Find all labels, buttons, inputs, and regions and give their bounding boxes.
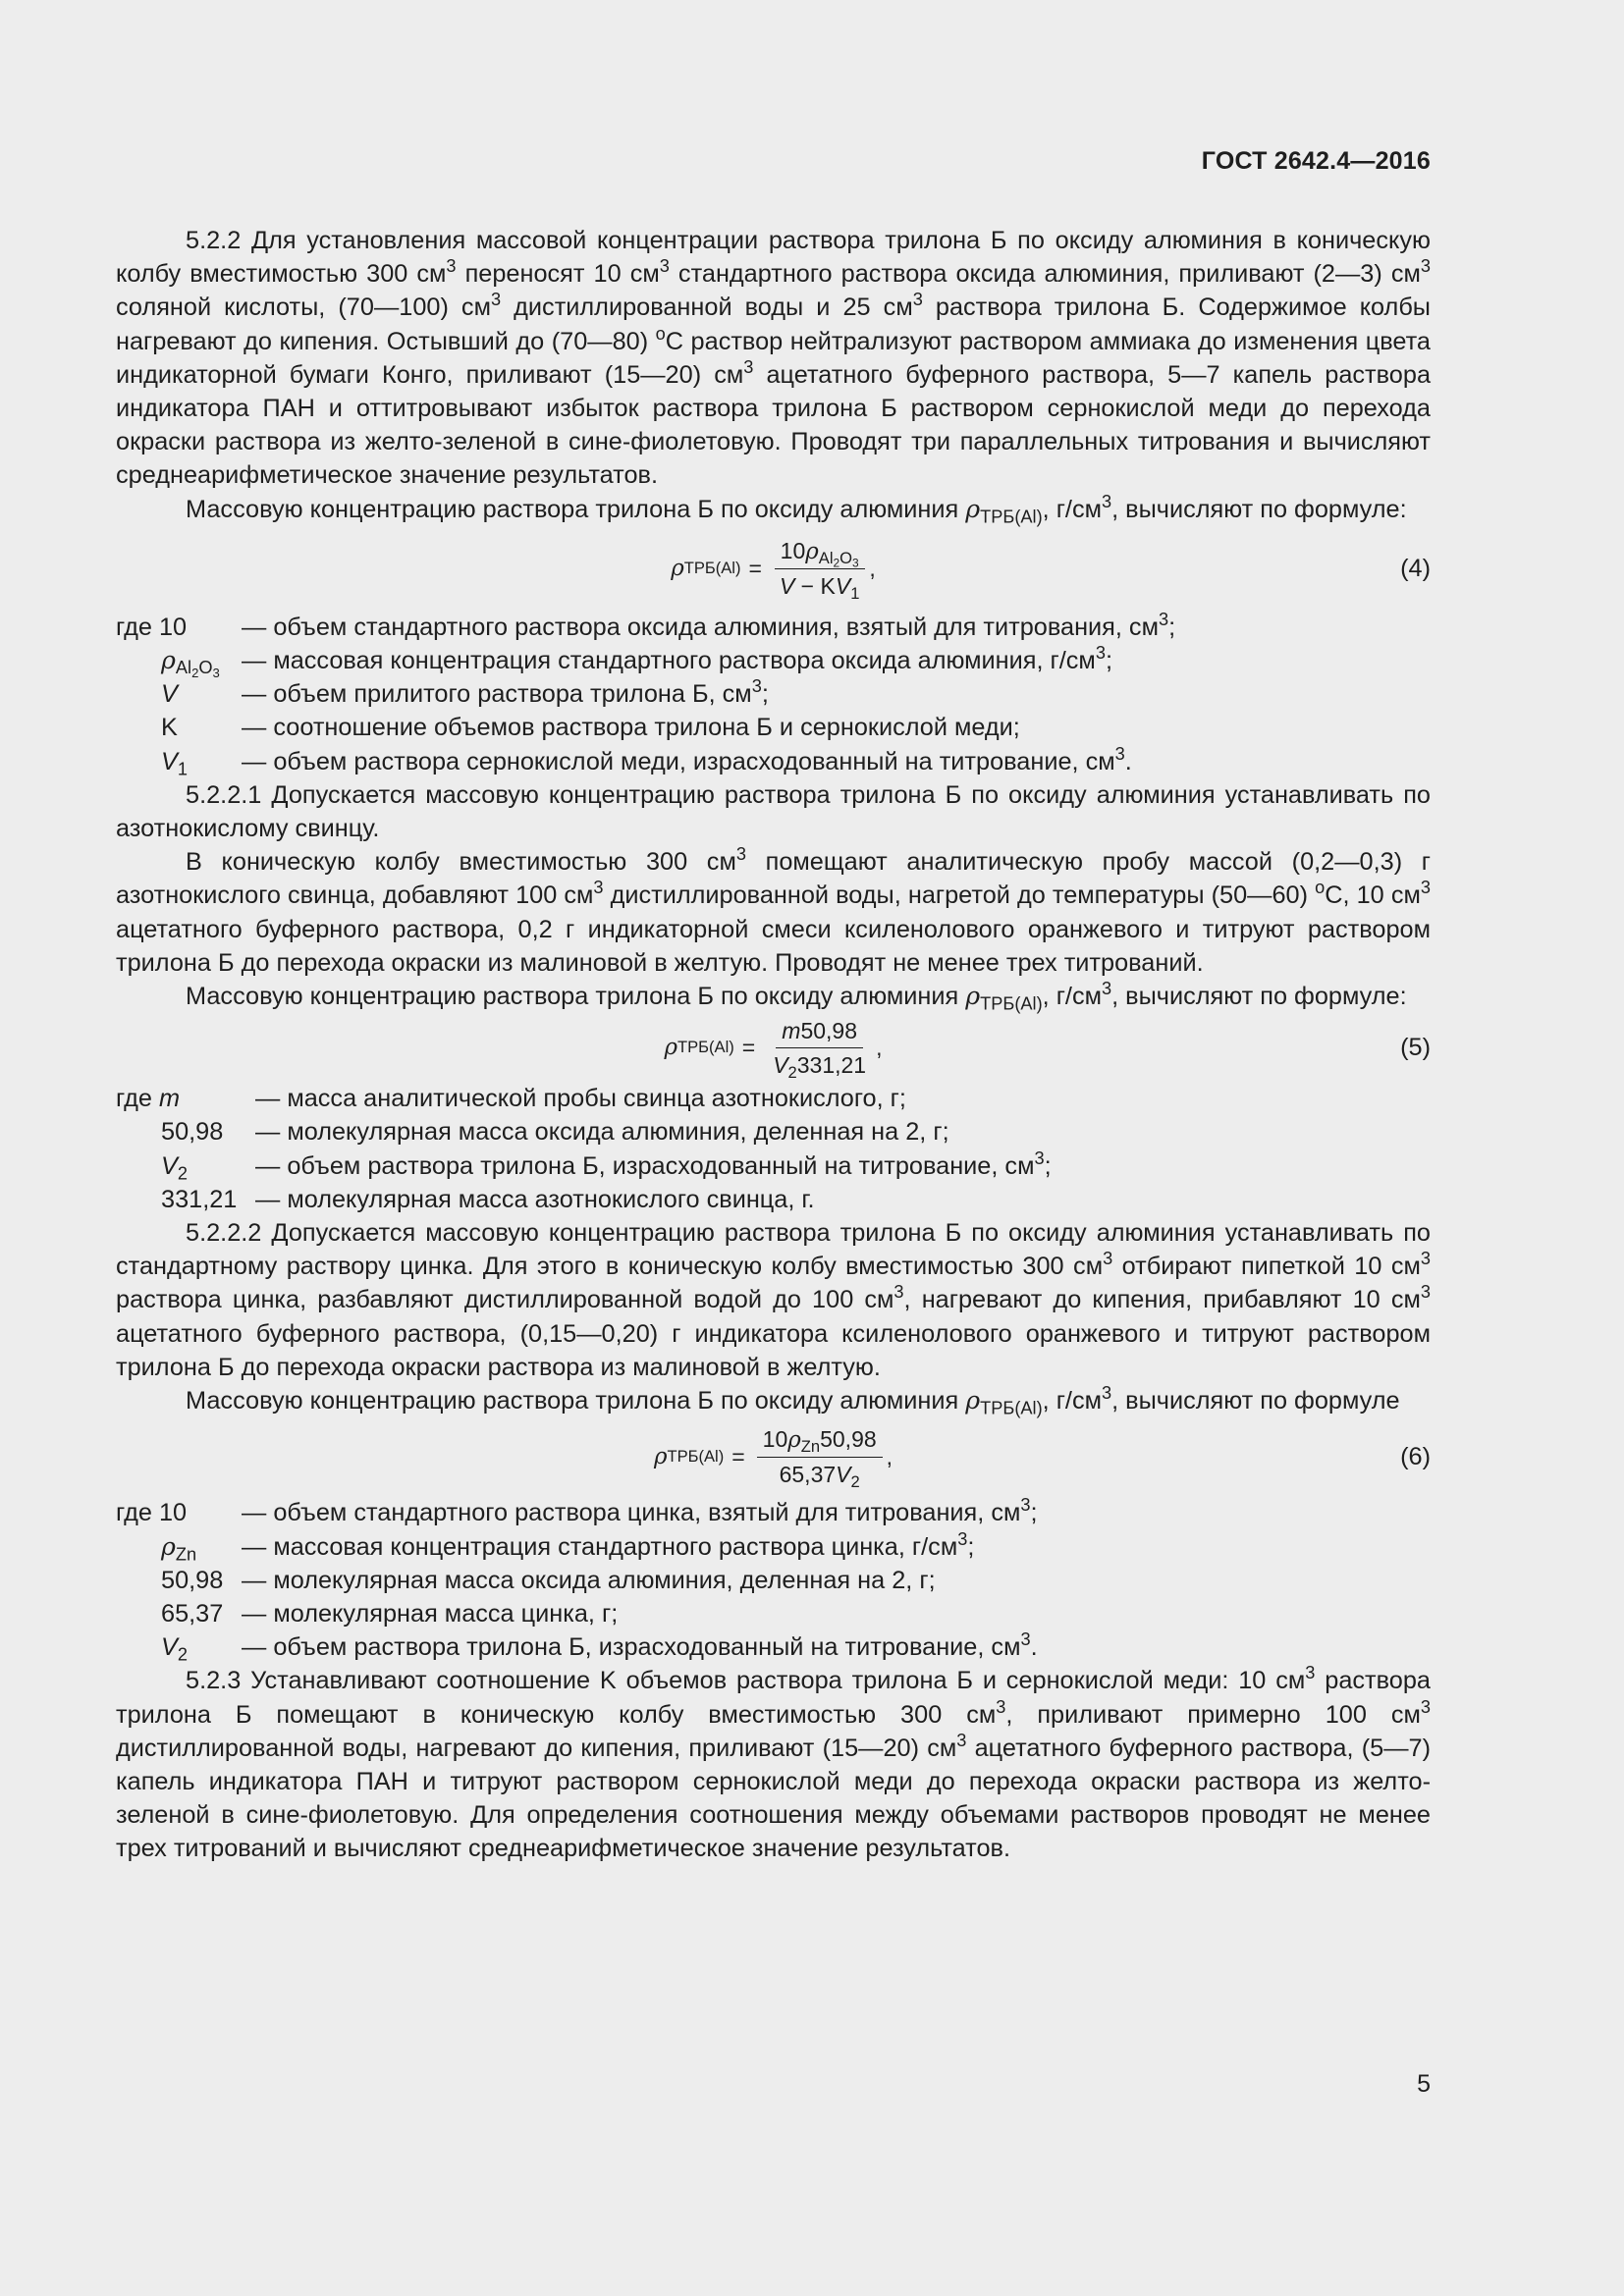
document-header: ГОСТ 2642.4—2016 — [1201, 147, 1431, 175]
paragraph-5-2-2: 5.2.2 Для установления массовой концентрации раствора трилона Б по оксиду алюминия в коническую колбу вместимостью 300 $см^3$ переносят 10 $см^3$ стандартного раствора оксида алюминия, приливают (2—3) $см^3$ соляной кислоты, (70—100) $см^3$ дистиллированной воды и 25 $см^3$ раствора трилона Б. Содержимое колбы нагревают до кипения. Остывший до (70—80) $^о$С раствор нейтрализуют раствором аммиака до изменения цвета индикаторной бумаги Конго, приливают (15—20) $см^3$ ацетатного буферного раствора, 5—7 капель раствора индикатора ПАН и оттитровывают избыток раствора трилона Б раствором сернокислой меди до перехода окраски раствора из желто-зеленой в сине-фиолетовую. Проводят три параллельных титрования и вычисляют среднеарифметическое значение результатов. — [116, 227, 1432, 490]
equation-number-4: (4) — [1400, 554, 1431, 582]
formula-5: ρ ТРБ(Al) = $\frac{m50,98}{V_2331,21}$ , (5) — [664, 1017, 1431, 1082]
formula-4: ρ ТРБ(Al) = $\frac{10\rho_{Al_2O_3}}{V - KV_1}$ , (4) — [671, 537, 1431, 603]
formula-intro-4: Массовую концентрацию раствора трилона Б по оксиду алюминия $\rho_{ТРБ(Al)}$, $г/см^3$, вычисляют по формуле: — [186, 491, 1407, 527]
page-number: 5 — [1417, 2070, 1431, 2098]
formula-6: ρ ТРБ(Al) = $\frac{10\rho_{Zn}50,98}{65,37V_2}$ , (6) — [653, 1426, 1431, 1492]
equation-number-5: (5) — [1400, 1034, 1431, 1062]
legend-formula-6: где 10 — объем стандартного раствора цинка, взятый для титрования, $см^3$; $\rho_{Zn}$ — массовая концентрация стандартного раствора цинка, $г/см^3$; 50,98 — молекулярная масса оксида алюминия, деленная на 2, г; 65,37 — молекулярная масса цинка, г; $V_2$ — объем раствора трилона Б, израсходованный на титрование, $см^3$. — [116, 1495, 1038, 1665]
paragraph-5-2-2-1: 5.2.2.1 Допускается массовую концентрацию раствора трилона Б по оксиду алюминия устанавливать по азотнокислому свинцу. — [116, 780, 1431, 843]
equation-number-6: (6) — [1400, 1443, 1431, 1471]
paragraph-5-2-3: 5.2.3 Устанавливают соотношение K объемов раствора трилона Б и сернокислой меди: 10 $см^3$ раствора трилона Б помещают в коническую колбу вместимостью 300 $см^3$, приливают примерно 100 $см^3$ дистиллированной воды, нагревают до кипения, приливают (15—20) $см^3$ ацетатного буферного раствора, (5—7) капель индикатора ПАН и титруют раствором сернокислой меди до перехода окраски раствора из желто-зеленой в сине-фиолетовую. Для определения соотношения между объемами растворов проводят не менее трех титрований и вычисляют среднеарифметическое значение результатов. — [116, 1663, 1431, 1863]
legend-formula-5: где m — масса аналитической пробы свинца азотнокислого, г; 50,98 — молекулярная масса оксида алюминия, деленная на 2, г; $V_2$ — объем раствора трилона Б, израсходованный на титрование, $см^3$; 331,21 — молекулярная масса азотнокислого свинца, г. — [116, 1085, 1052, 1213]
formula-intro-5: Массовую концентрацию раствора трилона Б по оксиду алюминия $\rho_{ТРБ(Al)}$, $г/см^3$, вычисляют по формуле: — [186, 979, 1407, 1014]
paragraph-lead-nitrate: В коническую колбу вместимостью 300 $см^3$ помещают аналитическую пробу массой (0,2—0,3) г азотнокислого свинца, добавляют 100 $см^3$ дистиллированной воды, нагретой до температуры (50—60) $^о$С, 10 $см^3$ ацетатного буферного раствора, 0,2 г индикаторной смеси ксиленолового оранжевого и титруют раствором трилона Б до перехода окраски из малиновой в желтую. Проводят не менее трех титрований. — [116, 844, 1432, 977]
paragraph-5-2-2-2: 5.2.2.2 Допускается массовую концентрацию раствора трилона Б по оксиду алюминия устанавливать по стандартному раствору цинка. Для этого в коническую колбу вместимостью 300 $см^3$ отбирают пипеткой 10 $см^3$ раствора цинка, разбавляют дистиллированной водой до 100 $см^3$, нагревают до кипения, прибавляют 10 $см^3$ ацетатного буферного раствора, (0,15—0,20) г индикатора ксиленолового оранжевого и титруют раствором трилона Б до перехода окраски раствора из малиновой в желтую. — [116, 1219, 1432, 1381]
legend-formula-4: где 10 — объем стандартного раствора оксида алюминия, взятый для титрования, $см^3$; $\rho_{Al_2O_3}$ — массовая концентрация стандартного раствора оксида алюминия, $г/см^3$; V — объем прилитого раствора трилона Б, $см^3$; K — соотношение объемов раствора трилона Б и сернокислой меди; $V_1$ — объем раствора сернокислой меди, израсходованный на титрование, $см^3$. — [116, 609, 1176, 779]
formula-intro-6: Массовую концентрацию раствора трилона Б по оксиду алюминия $\rho_{ТРБ(Al)}$, $г/см^3$, вычисляют по формуле — [186, 1383, 1400, 1418]
document-body — [116, 224, 1431, 1866]
